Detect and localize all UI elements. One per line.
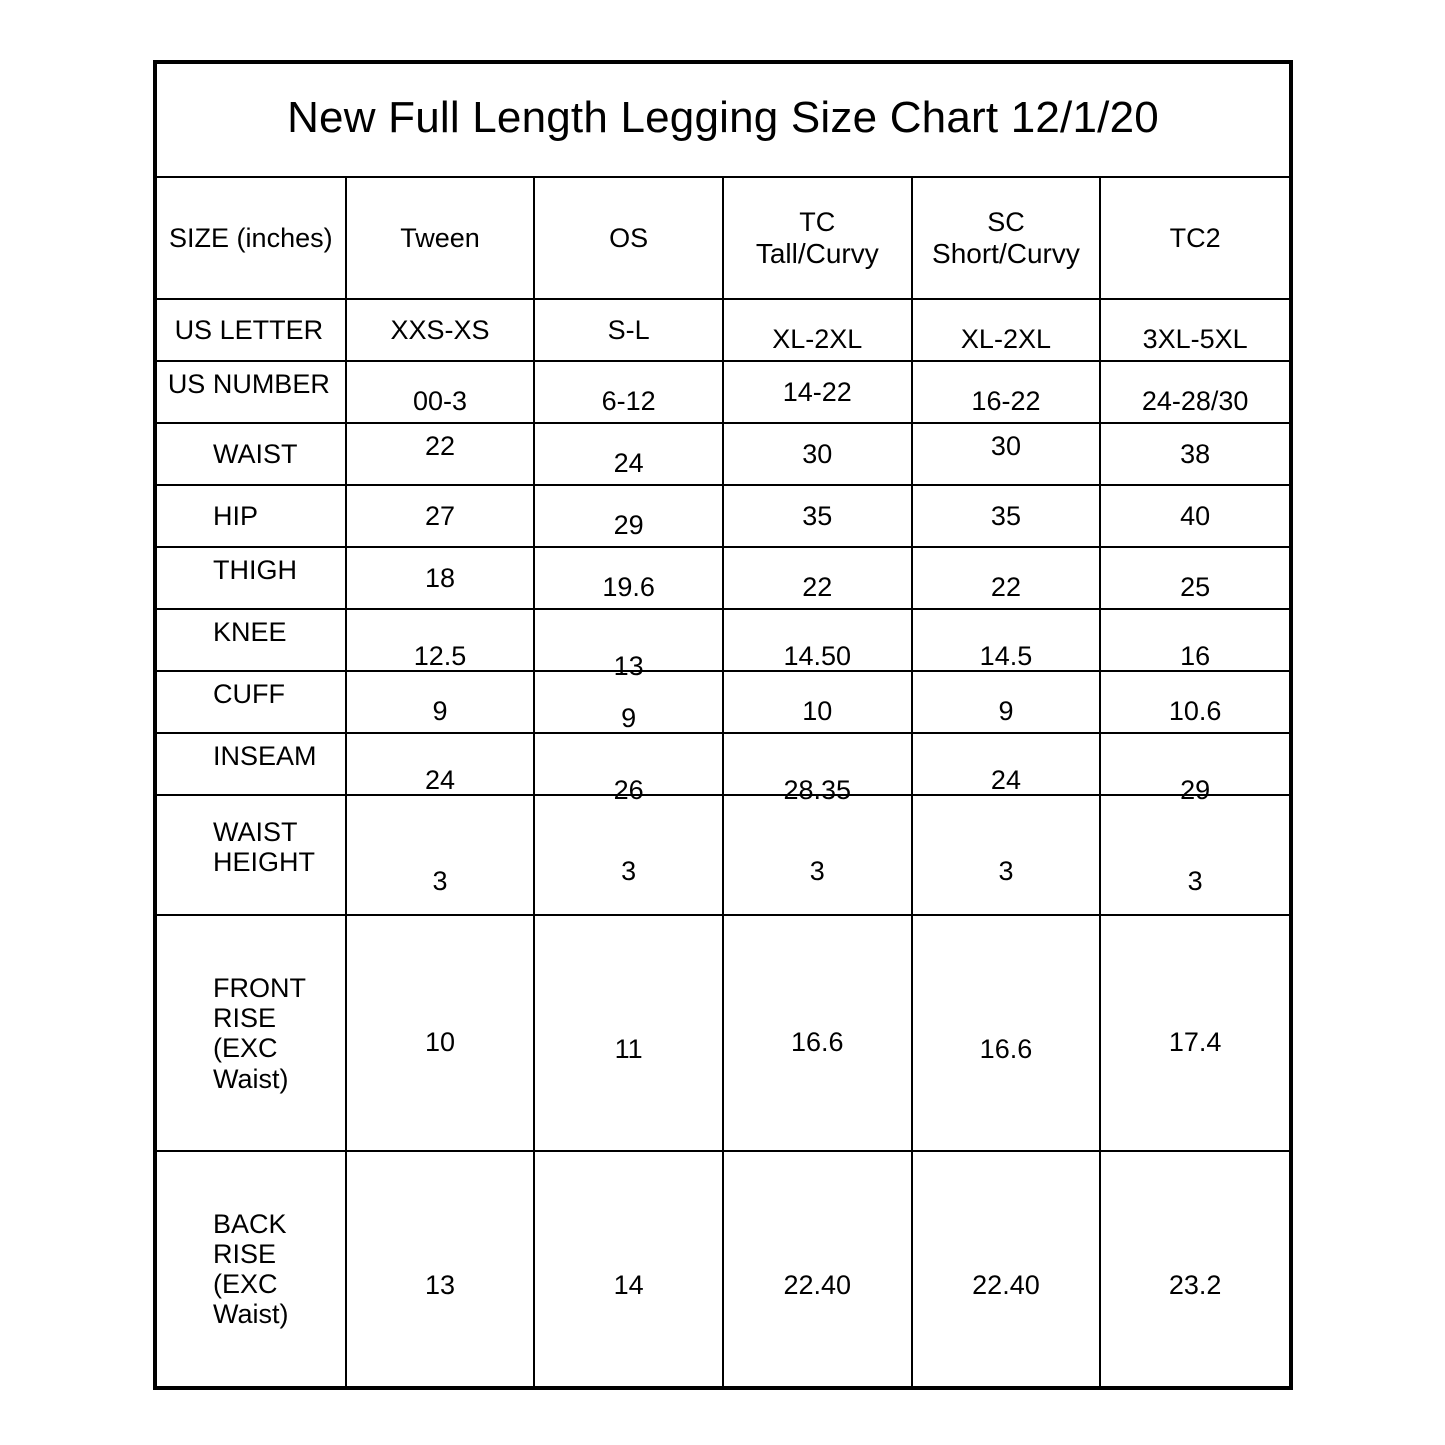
cell-us-number-tc: 14-22 <box>723 361 912 423</box>
row-label-back-rise-line1: BACK RISE <box>213 1208 287 1269</box>
row-label-knee: KNEE <box>157 601 346 663</box>
chart-title: New Full Length Legging Size Chart 12/1/20 <box>157 64 1289 177</box>
cell-inseam-os: 26 <box>534 759 723 821</box>
row-label-waist: WAIST <box>157 423 346 485</box>
column-header-sc <box>912 177 1101 299</box>
cell-thigh-tc: 22 <box>723 556 912 618</box>
row-label-inseam: INSEAM <box>157 725 346 787</box>
table-row <box>157 361 1289 423</box>
cell-front-rise-sc: 16.6 <box>912 931 1101 1167</box>
cell-cuff-sc: 9 <box>912 680 1101 742</box>
cell-waist-height-tc2: 3 <box>1100 821 1289 941</box>
cell-cuff-tween: 9 <box>346 680 535 742</box>
table-row <box>157 915 1289 1151</box>
row-label-back-rise <box>157 1151 346 1386</box>
column-header-tc-main: TC <box>799 207 836 238</box>
table-row <box>157 299 1289 361</box>
cell-waist-tc: 30 <box>723 423 912 485</box>
cell-knee-sc: 14.5 <box>912 625 1101 687</box>
column-header-sc-main: SC <box>987 207 1025 238</box>
cell-cuff-tc2: 10.6 <box>1100 680 1289 742</box>
cell-knee-tc: 14.50 <box>723 625 912 687</box>
cell-knee-os: 13 <box>534 635 723 697</box>
cell-waist-sc: 30 <box>912 415 1101 477</box>
cell-thigh-sc: 22 <box>912 556 1101 618</box>
cell-thigh-os: 19.6 <box>534 556 723 618</box>
row-label-hip: HIP <box>157 485 346 547</box>
cell-back-rise-os: 14 <box>534 1167 723 1402</box>
cell-waist-os: 24 <box>534 432 723 494</box>
cell-waist-height-tween: 3 <box>346 821 535 941</box>
cell-waist-tween: 22 <box>346 415 535 477</box>
table-row <box>157 547 1289 609</box>
size-chart-frame <box>153 60 1293 1390</box>
cell-front-rise-tc: 16.6 <box>723 924 912 1160</box>
table-row <box>157 733 1289 795</box>
cell-inseam-tc: 28.35 <box>723 759 912 821</box>
cell-knee-tween: 12.5 <box>346 625 535 687</box>
row-label-us-letter: US LETTER <box>157 299 346 361</box>
column-header-sc-sub: Short/Curvy <box>932 237 1080 269</box>
cell-us-number-tc2: 24-28/30 <box>1100 370 1289 432</box>
cell-thigh-tc2: 25 <box>1100 556 1289 618</box>
column-header-tc-sub: Tall/Curvy <box>755 237 879 269</box>
row-label-front-rise <box>157 915 346 1151</box>
cell-us-letter-tween: XXS-XS <box>346 299 535 361</box>
cell-inseam-tween: 24 <box>346 749 535 811</box>
cell-back-rise-tween: 13 <box>346 1167 535 1402</box>
cell-hip-os: 29 <box>534 494 723 556</box>
table-row <box>157 423 1289 485</box>
column-header-tc2: TC2 <box>1100 177 1289 299</box>
table-row <box>157 1151 1289 1386</box>
table-row <box>157 671 1289 733</box>
cell-thigh-tween: 18 <box>346 547 535 609</box>
cell-hip-sc: 35 <box>912 485 1101 547</box>
cell-waist-height-os: 3 <box>534 811 723 931</box>
column-header-tc <box>723 177 912 299</box>
cell-cuff-tc: 10 <box>723 680 912 742</box>
row-label-front-rise-line2: (EXC Waist) <box>213 1033 289 1094</box>
cell-waist-height-sc: 3 <box>912 811 1101 931</box>
table-row <box>157 485 1289 547</box>
row-label-us-number: US NUMBER <box>157 353 346 415</box>
cell-knee-tc2: 16 <box>1100 625 1289 687</box>
cell-us-letter-tc: XL-2XL <box>723 308 912 370</box>
title-row <box>157 64 1289 177</box>
cell-waist-tc2: 38 <box>1100 423 1289 485</box>
row-label-cuff: CUFF <box>157 663 346 725</box>
column-header-tween: Tween <box>346 177 535 299</box>
cell-us-number-os: 6-12 <box>534 370 723 432</box>
cell-front-rise-tween: 10 <box>346 924 535 1160</box>
table-row <box>157 609 1289 671</box>
size-chart-table <box>157 64 1289 1386</box>
row-label-thigh: THIGH <box>157 539 346 601</box>
cell-inseam-sc: 24 <box>912 749 1101 811</box>
cell-waist-height-tc: 3 <box>723 811 912 931</box>
cell-hip-tween: 27 <box>346 485 535 547</box>
cell-front-rise-os: 11 <box>534 931 723 1167</box>
column-header-size: SIZE (inches) <box>157 177 346 299</box>
row-label-back-rise-line2: (EXC Waist) <box>213 1269 289 1330</box>
row-label-front-rise-line1: FRONT RISE <box>213 972 306 1034</box>
cell-hip-tc: 35 <box>723 485 912 547</box>
cell-us-letter-sc: XL-2XL <box>912 308 1101 370</box>
cell-inseam-tc2: 29 <box>1100 759 1289 821</box>
cell-cuff-os: 9 <box>534 687 723 749</box>
header-row <box>157 177 1289 299</box>
cell-back-rise-tc2: 23.2 <box>1100 1167 1289 1402</box>
cell-us-number-tween: 00-3 <box>346 370 535 432</box>
column-header-os: OS <box>534 177 723 299</box>
cell-back-rise-sc: 22.40 <box>912 1167 1101 1402</box>
cell-us-number-sc: 16-22 <box>912 370 1101 432</box>
cell-front-rise-tc2: 17.4 <box>1100 924 1289 1160</box>
cell-us-letter-os: S-L <box>534 299 723 361</box>
cell-us-letter-tc2: 3XL-5XL <box>1100 308 1289 370</box>
cell-hip-tc2: 40 <box>1100 485 1289 547</box>
cell-back-rise-tc: 22.40 <box>723 1167 912 1402</box>
row-label-waist-height: WAIST HEIGHT <box>157 787 346 907</box>
